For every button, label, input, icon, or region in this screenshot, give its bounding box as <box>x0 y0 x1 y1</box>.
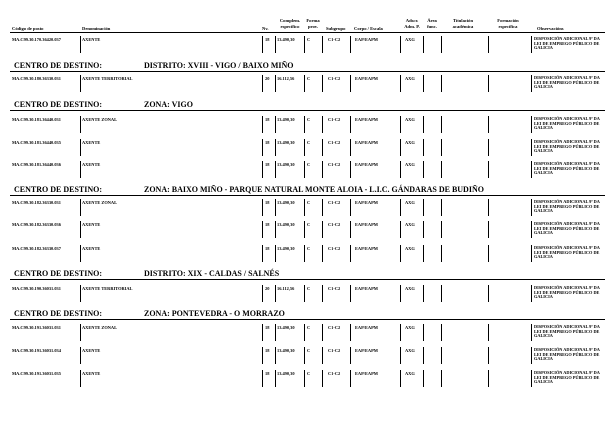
cell-forma: C <box>307 37 311 42</box>
cell-border <box>531 161 532 178</box>
cell-border <box>275 221 276 238</box>
header-corpo: Corpo / Escala <box>354 26 383 31</box>
cell-border <box>423 199 424 216</box>
cell-border <box>304 324 305 341</box>
cell-border <box>322 285 323 302</box>
cell-border <box>80 199 81 216</box>
cell-border <box>262 139 263 156</box>
cell-observacions: DISPOSICIÓN ADICIONAL 9ª DA LEI DE EMPREGO PÚBLICO DE GALICIA <box>534 221 600 236</box>
cell-border <box>322 75 323 92</box>
cell-observacions: DISPOSICIÓN ADICIONAL 9ª DA LEI DE EMPREGO PÚBLICO DE GALICIA <box>534 116 600 131</box>
cell-border <box>80 36 81 53</box>
cell-comp: 13.490,30 <box>277 246 295 251</box>
cell-border <box>441 221 442 238</box>
cell-border <box>275 139 276 156</box>
centro-destino-label: CENTRO DE DESTINO: <box>14 100 103 109</box>
cell-border <box>304 36 305 53</box>
cell-nv: 20 <box>265 76 270 81</box>
cell-forma: C <box>307 162 311 167</box>
cell-observacions: DISPOSICIÓN ADICIONAL 9ª DA LEI DE EMPREGO PÚBLICO DE GALICIA <box>534 285 600 300</box>
cell-denom: AXENTE <box>82 348 101 353</box>
table-row <box>0 140 615 156</box>
cell-denom: AXENTE TERRITORIAL <box>82 286 133 291</box>
section-rule <box>10 319 605 320</box>
cell-subgrupo: C1-C2 <box>328 222 341 227</box>
centro-destino-value: DISTRITO: XVIII - VIGO / BAIXO MIÑO <box>144 61 294 70</box>
cell-border <box>488 161 489 178</box>
cell-border <box>400 199 401 216</box>
header-especifica: específica <box>498 24 518 29</box>
cell-subgrupo: C1-C2 <box>328 348 341 353</box>
cell-codigo: MA.C99.30.191.36031.034 <box>12 348 61 353</box>
cell-border <box>80 370 81 387</box>
header-codigo: Código de posto <box>12 26 44 31</box>
cell-corpo: EAP/EAPM <box>355 325 378 330</box>
cell-border <box>262 370 263 387</box>
cell-border <box>350 139 351 156</box>
cell-observacions: DISPOSICIÓN ADICIONAL 9ª DA LEI DE EMPREGO PÚBLICO DE GALICIA <box>534 75 600 90</box>
cell-codigo: MA.C99.30.181.36440.031 <box>12 117 61 122</box>
cell-border <box>488 245 489 262</box>
cell-border <box>531 347 532 364</box>
cell-subgrupo: C1-C2 <box>328 286 341 291</box>
cell-border <box>423 161 424 178</box>
cell-border <box>80 139 81 156</box>
cell-border <box>80 75 81 92</box>
cell-denom: AXENTE ZONAL <box>82 200 118 205</box>
header-observacions: Observacións <box>537 26 564 31</box>
cell-border <box>350 199 351 216</box>
cell-border <box>423 347 424 364</box>
cell-border <box>262 75 263 92</box>
cell-forma: C <box>307 222 311 227</box>
cell-adscr: AXG <box>405 76 415 81</box>
cell-adscr: AXG <box>405 37 415 42</box>
header-prov: prov. <box>308 24 318 29</box>
cell-border <box>531 139 532 156</box>
cell-nv: 18 <box>265 348 270 353</box>
cell-border <box>80 285 81 302</box>
cell-observacions: DISPOSICIÓN ADICIONAL 9ª DA LEI DE EMPREGO PÚBLICO DE GALICIA <box>534 347 600 362</box>
cell-border <box>350 245 351 262</box>
cell-border <box>350 75 351 92</box>
cell-border <box>488 370 489 387</box>
cell-nv: 18 <box>265 200 270 205</box>
cell-observacions: DISPOSICIÓN ADICIONAL 9ª DA LEI DE EMPREGO PÚBLICO DE GALICIA <box>534 324 600 339</box>
table-row <box>0 325 615 341</box>
cell-comp: 13.490,30 <box>277 200 295 205</box>
cell-border <box>304 116 305 133</box>
cell-border <box>423 116 424 133</box>
cell-adscr: AXG <box>405 200 415 205</box>
cell-corpo: EAP/EAPM <box>355 37 378 42</box>
cell-border <box>322 221 323 238</box>
table-row <box>0 222 615 238</box>
cell-border <box>322 36 323 53</box>
cell-nv: 18 <box>265 246 270 251</box>
header-rule <box>10 32 605 33</box>
cell-comp: 13.490,30 <box>277 162 295 167</box>
table-row <box>0 246 615 262</box>
cell-corpo: EAP/EAPM <box>355 76 378 81</box>
header-adm-p: Adm. P. <box>404 24 420 29</box>
cell-border <box>350 161 351 178</box>
section-rule <box>10 71 605 72</box>
cell-border <box>262 285 263 302</box>
cell-comp: 16.112,56 <box>277 286 295 291</box>
cell-corpo: EAP/EAPM <box>355 286 378 291</box>
cell-border <box>304 199 305 216</box>
cell-forma: C <box>307 348 311 353</box>
cell-border <box>80 347 81 364</box>
cell-border <box>304 221 305 238</box>
cell-border <box>441 75 442 92</box>
cell-codigo: MA.C99.30.180.36330.031 <box>12 76 61 81</box>
centro-destino-value: DISTRITO: XIX - CALDAS / SALNÉS <box>144 269 280 278</box>
cell-border <box>80 324 81 341</box>
table-row <box>0 37 615 53</box>
cell-adscr: AXG <box>405 117 415 122</box>
cell-border <box>262 347 263 364</box>
cell-forma: C <box>307 200 311 205</box>
cell-nv: 18 <box>265 37 270 42</box>
cell-adscr: AXG <box>405 246 415 251</box>
cell-border <box>400 75 401 92</box>
cell-border <box>350 36 351 53</box>
cell-border <box>275 36 276 53</box>
cell-border <box>322 370 323 387</box>
centro-destino-label: CENTRO DE DESTINO: <box>14 61 103 70</box>
cell-forma: C <box>307 246 311 251</box>
header-area: Área <box>427 18 437 23</box>
cell-adscr: AXG <box>405 371 415 376</box>
section-rule <box>10 195 605 196</box>
cell-border <box>262 245 263 262</box>
cell-nv: 18 <box>265 371 270 376</box>
table-row <box>0 76 615 92</box>
cell-nv: 20 <box>265 286 270 291</box>
cell-border <box>441 285 442 302</box>
cell-border <box>488 139 489 156</box>
cell-comp: 13.490,30 <box>277 371 295 376</box>
cell-border <box>488 221 489 238</box>
cell-codigo: MA.C99.30.181.36440.036 <box>12 162 61 167</box>
cell-border <box>423 75 424 92</box>
centro-destino-label: CENTRO DE DESTINO: <box>14 309 103 318</box>
cell-border <box>262 36 263 53</box>
cell-denom: AXENTE <box>82 162 101 167</box>
cell-border <box>275 370 276 387</box>
cell-comp: 16.112,56 <box>277 76 295 81</box>
cell-codigo: MA.C99.30.181.36440.035 <box>12 140 61 145</box>
cell-border <box>322 116 323 133</box>
cell-border <box>304 347 305 364</box>
cell-border <box>488 116 489 133</box>
cell-border <box>441 347 442 364</box>
cell-border <box>441 370 442 387</box>
cell-border <box>262 324 263 341</box>
cell-observacions: DISPOSICIÓN ADICIONAL 9ª DA LEI DE EMPREGO PÚBLICO DE GALICIA <box>534 36 600 51</box>
header-forma: Forma <box>306 18 320 23</box>
cell-border <box>400 116 401 133</box>
cell-border <box>80 161 81 178</box>
cell-corpo: EAP/EAPM <box>355 162 378 167</box>
cell-border <box>441 161 442 178</box>
cell-border <box>531 221 532 238</box>
cell-border <box>262 221 263 238</box>
cell-border <box>531 324 532 341</box>
cell-border <box>275 324 276 341</box>
cell-border <box>488 347 489 364</box>
cell-border <box>262 199 263 216</box>
cell-border <box>423 36 424 53</box>
cell-nv: 18 <box>265 162 270 167</box>
header-subgrupo: Subgrupo <box>326 26 346 31</box>
cell-subgrupo: C1-C2 <box>328 140 341 145</box>
cell-corpo: EAP/EAPM <box>355 371 378 376</box>
cell-border <box>400 324 401 341</box>
cell-nv: 18 <box>265 222 270 227</box>
cell-corpo: EAP/EAPM <box>355 140 378 145</box>
cell-border <box>531 370 532 387</box>
cell-adscr: AXG <box>405 325 415 330</box>
cell-border <box>304 245 305 262</box>
cell-border <box>488 324 489 341</box>
cell-border <box>262 161 263 178</box>
cell-observacions: DISPOSICIÓN ADICIONAL 9ª DA LEI DE EMPREGO PÚBLICO DE GALICIA <box>534 139 600 154</box>
cell-border <box>275 245 276 262</box>
cell-corpo: EAP/EAPM <box>355 222 378 227</box>
cell-border <box>350 221 351 238</box>
cell-border <box>423 139 424 156</box>
cell-denom: AXENTE ZONAL <box>82 325 118 330</box>
cell-denom: AXENTE ZONAL <box>82 117 118 122</box>
table-row <box>0 162 615 178</box>
cell-comp: 13.490,30 <box>277 222 295 227</box>
centro-destino-label: CENTRO DE DESTINO: <box>14 269 103 278</box>
cell-border <box>531 116 532 133</box>
cell-border <box>80 116 81 133</box>
cell-border <box>400 370 401 387</box>
cell-subgrupo: C1-C2 <box>328 76 341 81</box>
cell-border <box>423 245 424 262</box>
cell-border <box>322 245 323 262</box>
cell-border <box>275 116 276 133</box>
cell-subgrupo: C1-C2 <box>328 162 341 167</box>
cell-observacions: DISPOSICIÓN ADICIONAL 9ª DA LEI DE EMPREGO PÚBLICO DE GALICIA <box>534 161 600 176</box>
centro-destino-value: ZONA: VIGO <box>144 100 193 109</box>
cell-nv: 18 <box>265 140 270 145</box>
cell-denom: AXENTE TERRITORIAL <box>82 76 133 81</box>
centro-destino-value: ZONA: BAIXO MIÑO - PARQUE NATURAL MONTE ALOIA - L.I.C. GÁNDARAS DE BUDIÑO <box>144 185 484 194</box>
cell-border <box>400 221 401 238</box>
cell-border <box>275 199 276 216</box>
cell-border <box>531 36 532 53</box>
cell-border <box>441 36 442 53</box>
cell-comp: 13.490,30 <box>277 37 295 42</box>
cell-border <box>488 285 489 302</box>
cell-comp: 13.490,30 <box>277 140 295 145</box>
cell-subgrupo: C1-C2 <box>328 117 341 122</box>
cell-border <box>531 199 532 216</box>
cell-border <box>400 139 401 156</box>
cell-border <box>304 161 305 178</box>
cell-codigo: MA.C99.30.182.36330.037 <box>12 246 61 251</box>
cell-codigo: MA.C99.30.191.36031.035 <box>12 371 61 376</box>
cell-border <box>400 245 401 262</box>
cell-border <box>275 285 276 302</box>
cell-forma: C <box>307 371 311 376</box>
cell-denom: AXENTE <box>82 37 101 42</box>
cell-denom: AXENTE <box>82 222 101 227</box>
header-academica: académica <box>452 24 474 29</box>
header-denominacion: Denominación <box>82 26 111 31</box>
table-row <box>0 117 615 133</box>
cell-adscr: AXG <box>405 140 415 145</box>
cell-subgrupo: C1-C2 <box>328 246 341 251</box>
cell-border <box>441 116 442 133</box>
cell-corpo: EAP/EAPM <box>355 200 378 205</box>
header-formacion: Formación <box>497 18 519 23</box>
cell-denom: AXENTE <box>82 140 101 145</box>
cell-adscr: AXG <box>405 222 415 227</box>
header-especifico: específico <box>280 24 300 29</box>
cell-comp: 13.490,30 <box>277 348 295 353</box>
cell-comp: 13.490,30 <box>277 325 295 330</box>
cell-border <box>423 221 424 238</box>
cell-adscr: AXG <box>405 348 415 353</box>
cell-border <box>322 324 323 341</box>
header-nv: Nv. <box>262 26 269 31</box>
cell-border <box>80 221 81 238</box>
cell-border <box>488 75 489 92</box>
cell-border <box>531 245 532 262</box>
cell-subgrupo: C1-C2 <box>328 325 341 330</box>
cell-border <box>275 347 276 364</box>
cell-subgrupo: C1-C2 <box>328 200 341 205</box>
cell-comp: 13.490,30 <box>277 117 295 122</box>
section-rule <box>10 279 605 280</box>
cell-border <box>441 324 442 341</box>
centro-destino-value: ZONA: PONTEVEDRA - O MORRAZO <box>144 309 285 318</box>
cell-border <box>423 370 424 387</box>
cell-corpo: EAP/EAPM <box>355 348 378 353</box>
cell-forma: C <box>307 117 311 122</box>
cell-codigo: MA.C99.30.182.36330.036 <box>12 222 61 227</box>
cell-border <box>423 285 424 302</box>
cell-denom: AXENTE <box>82 371 101 376</box>
cell-codigo: MA.C99.30.191.36031.031 <box>12 325 61 330</box>
cell-border <box>400 347 401 364</box>
cell-border <box>304 370 305 387</box>
cell-border <box>350 285 351 302</box>
cell-border <box>350 347 351 364</box>
cell-border <box>304 75 305 92</box>
cell-border <box>488 36 489 53</box>
cell-border <box>423 324 424 341</box>
header-func: func. <box>427 24 437 29</box>
cell-border <box>80 245 81 262</box>
cell-forma: C <box>307 140 311 145</box>
cell-border <box>304 285 305 302</box>
cell-border <box>304 139 305 156</box>
cell-codigo: MA.C99.30.170.36420.037 <box>12 37 61 42</box>
cell-codigo: MA.C99.30.182.36330.031 <box>12 200 61 205</box>
cell-forma: C <box>307 325 311 330</box>
cell-denom: AXENTE <box>82 246 101 251</box>
cell-border <box>441 139 442 156</box>
cell-border <box>322 199 323 216</box>
cell-codigo: MA.C99.30.190.36031.031 <box>12 286 61 291</box>
header-complem: Complem. <box>279 18 301 23</box>
table-row <box>0 200 615 216</box>
section-rule <box>10 110 605 111</box>
cell-adscr: AXG <box>405 162 415 167</box>
cell-border <box>400 36 401 53</box>
cell-border <box>322 161 323 178</box>
cell-border <box>531 75 532 92</box>
cell-subgrupo: C1-C2 <box>328 37 341 42</box>
table-row <box>0 348 615 364</box>
cell-border <box>350 370 351 387</box>
cell-observacions: DISPOSICIÓN ADICIONAL 9ª DA LEI DE EMPREGO PÚBLICO DE GALICIA <box>534 245 600 260</box>
table-row <box>0 371 615 387</box>
centro-destino-label: CENTRO DE DESTINO: <box>14 185 103 194</box>
cell-forma: C <box>307 76 311 81</box>
cell-border <box>531 285 532 302</box>
cell-border <box>322 139 323 156</box>
cell-adscr: AXG <box>405 286 415 291</box>
cell-border <box>350 116 351 133</box>
cell-border <box>441 199 442 216</box>
cell-observacions: DISPOSICIÓN ADICIONAL 9ª DA LEI DE EMPREGO PÚBLICO DE GALICIA <box>534 370 600 385</box>
cell-observacions: DISPOSICIÓN ADICIONAL 9ª DA LEI DE EMPREGO PÚBLICO DE GALICIA <box>534 199 600 214</box>
cell-corpo: EAP/EAPM <box>355 246 378 251</box>
table-row <box>0 286 615 302</box>
cell-border <box>441 245 442 262</box>
cell-border <box>275 161 276 178</box>
cell-border <box>400 161 401 178</box>
cell-subgrupo: C1-C2 <box>328 371 341 376</box>
header-adscr: Adscr. <box>405 18 419 23</box>
cell-border <box>275 75 276 92</box>
cell-border <box>262 116 263 133</box>
cell-forma: C <box>307 286 311 291</box>
cell-corpo: EAP/EAPM <box>355 117 378 122</box>
cell-border <box>350 324 351 341</box>
cell-border <box>322 347 323 364</box>
cell-nv: 18 <box>265 325 270 330</box>
cell-nv: 18 <box>265 117 270 122</box>
cell-border <box>488 199 489 216</box>
cell-border <box>400 285 401 302</box>
header-titulacion: Titulación <box>452 18 474 23</box>
